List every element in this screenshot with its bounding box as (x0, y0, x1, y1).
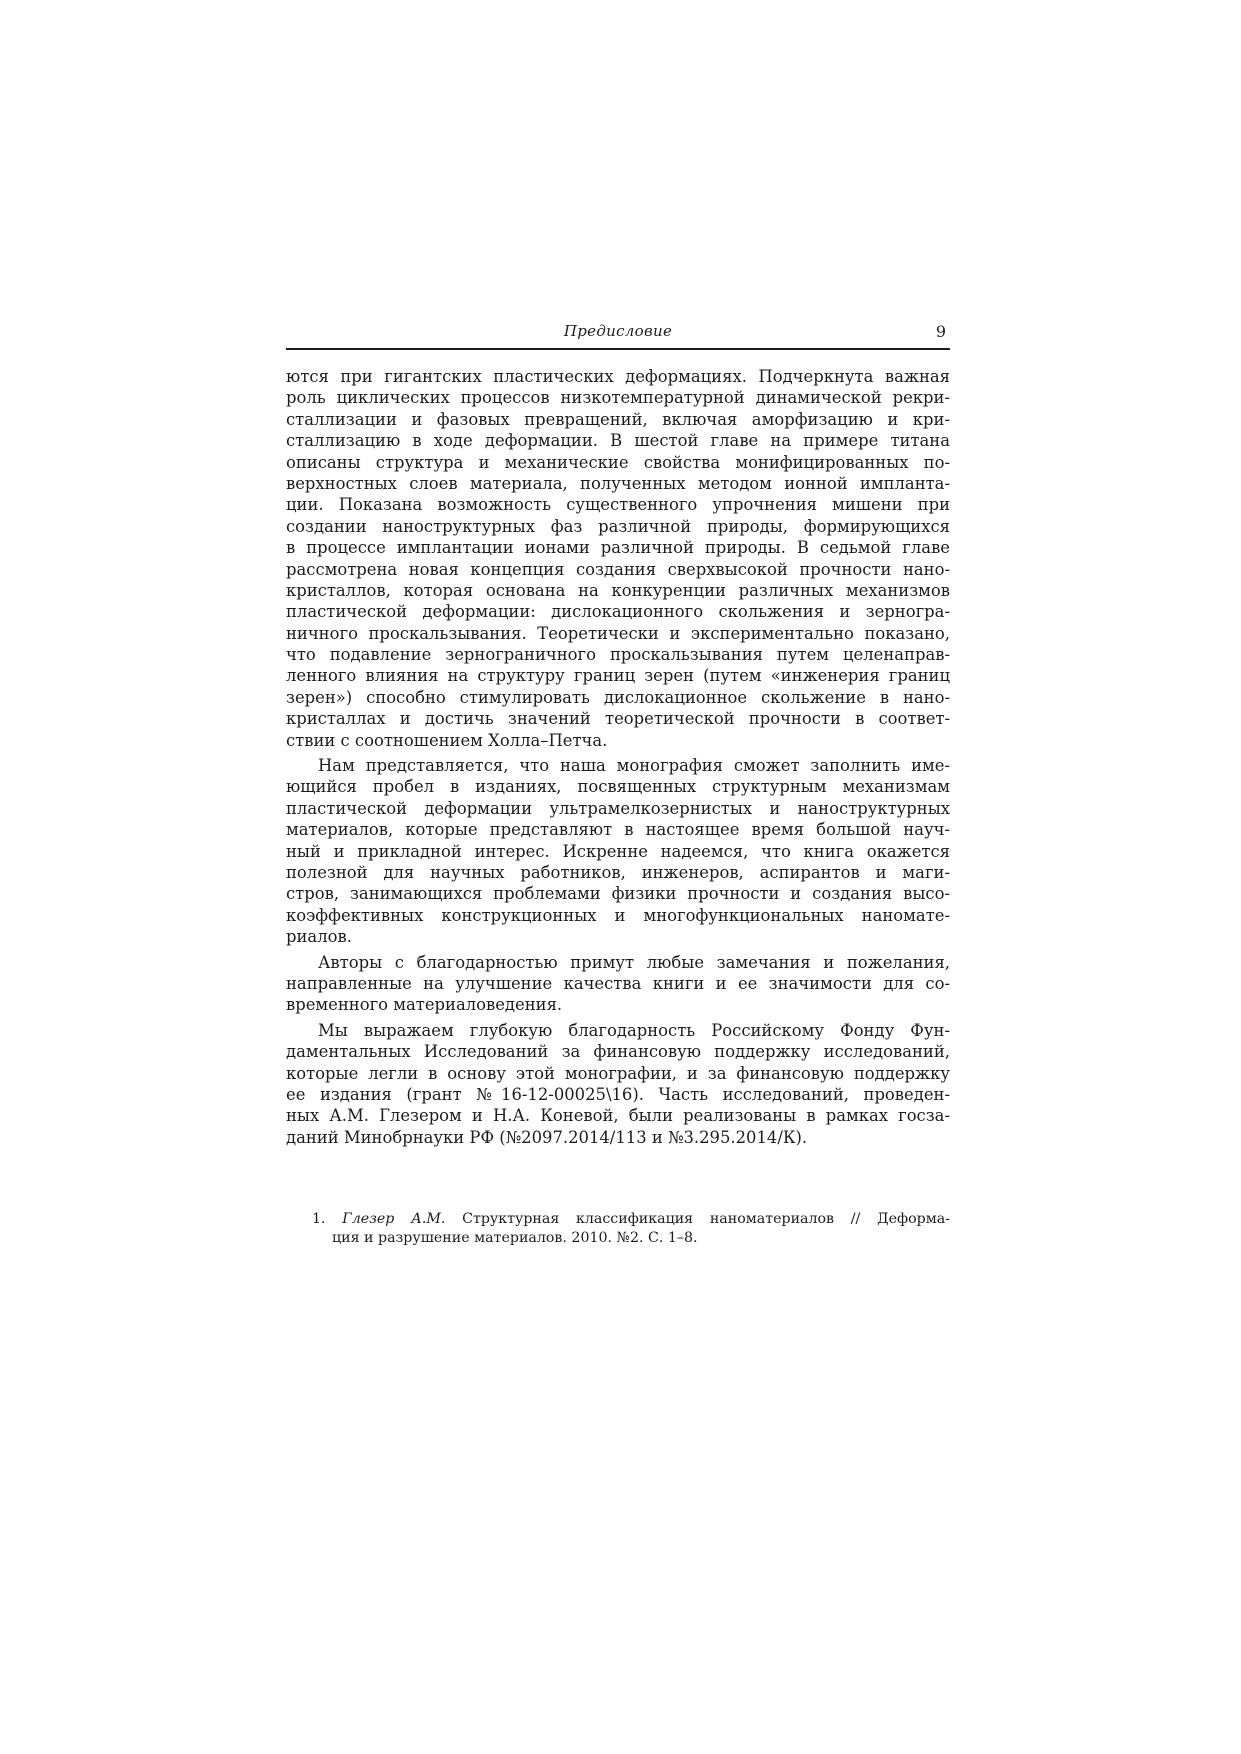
text-line: стров, занимающихся проблемами физики прочности и создания высо- (286, 884, 950, 904)
paragraph (286, 952, 950, 1016)
text-line: рассмотрена новая концепция создания сверхвысокой прочности нано- (286, 559, 950, 579)
text-line: полезной для научных работников, инженеров, аспирантов и маги- (286, 862, 950, 882)
text-line: материалов, которые представляют в настоящее время большой науч- (286, 820, 950, 840)
reference-item (286, 1210, 950, 1229)
text-line: Нам представляется, что наша монография сможет заполнить име- (318, 756, 950, 776)
text-line: которые легли в основу этой монографии, и за финансовую поддержку (286, 1063, 950, 1083)
text-line: роль циклических процессов низкотемпературной динамической рекри- (286, 388, 950, 408)
text-line: пластической деформации ультрамелкозернистых и наноструктурных (286, 798, 950, 818)
footnote-references (286, 1210, 950, 1248)
text-line: сталлизации и фазовых превращений, включая аморфизацию и кри- (286, 409, 950, 429)
text-line: сталлизацию в ходе деформации. В шестой главе на примере титана (286, 431, 950, 451)
paragraph (286, 755, 950, 948)
text-line: ющийся пробел в изданиях, посвященных структурным механизмам (286, 777, 950, 797)
running-header (286, 322, 950, 350)
running-title: Предисловие (563, 322, 673, 340)
text-line: риалов. (286, 927, 352, 947)
reference-number: 1. (312, 1211, 326, 1227)
text-line: в процессе имплантации ионами различной природы. В седьмой главе (286, 538, 950, 558)
text-line: что подавление зернограничного проскальзывания путем целенаправ- (286, 645, 950, 665)
reference-text: Структурная классификация наноматериалов // Деформа- (462, 1211, 951, 1227)
text-line: ных А.М. Глезером и Н.А. Коневой, были реализованы в рамках госза- (286, 1106, 950, 1126)
paragraph (286, 1020, 950, 1148)
text-line: временного материаловедения. (286, 995, 563, 1015)
text-line: верхностных слоев материала, полученных методом ионной импланта- (286, 473, 950, 493)
text-line: кристаллов, которая основана на конкуренции различных механизмов (286, 580, 950, 600)
text-line: описаны структура и механические свойства монифицированных по- (286, 452, 950, 472)
text-line: создании наноструктурных фаз различной природы, формирующихся (286, 516, 950, 536)
text-line: коэффективных конструкционных и многофункциональных наномате- (286, 905, 950, 925)
page-number: 9 (935, 322, 946, 341)
text-line: зерен») способно стимулировать дислокационное скольжение в нано- (286, 687, 950, 707)
text-line: даментальных Исследований за финансовую поддержку исследований, (286, 1042, 950, 1062)
text-line: ленного влияния на структуру границ зерен (путем «инженерия границ (286, 666, 950, 686)
text-line: ствии с соотношением Холла–Петча. (286, 730, 608, 750)
text-line: пластической деформации: дислокационного скольжения и зерногра- (286, 602, 950, 622)
text-line: ции. Показана возможность существенного упрочнения мишени при (286, 495, 950, 515)
reference-continuation: ция и разрушение материалов. 2010. №2. С. 1–8. (332, 1230, 698, 1246)
text-line: Авторы с благодарностью примут любые замечания и пожелания, (318, 952, 950, 972)
reference-author: Глезер А.М. (342, 1211, 446, 1227)
text-line: ный и прикладной интерес. Искренне надеемся, что книга окажется (286, 841, 950, 861)
text-line: ются при гигантских пластических деформациях. Подчеркнута важная (286, 367, 950, 386)
text-line: Мы выражаем глубокую благодарность Российскому Фонду Фун- (318, 1020, 950, 1040)
text-line: даний Минобрнауки РФ (№2097.2014/113 и №3.295.2014/К). (286, 1127, 808, 1147)
text-line: кристаллах и достичь значений теоретической прочности в соответ- (286, 709, 950, 729)
text-line: ее издания (грант №16-12-00025\16). Часть исследований, проведен- (286, 1084, 950, 1104)
text-line: направленные на улучшение качества книги и ее значимости для со- (286, 973, 950, 993)
text-line: ничного проскальзывания. Теоретически и экспериментально показано, (286, 623, 950, 643)
body-text (286, 366, 950, 1152)
paragraph (286, 366, 950, 751)
